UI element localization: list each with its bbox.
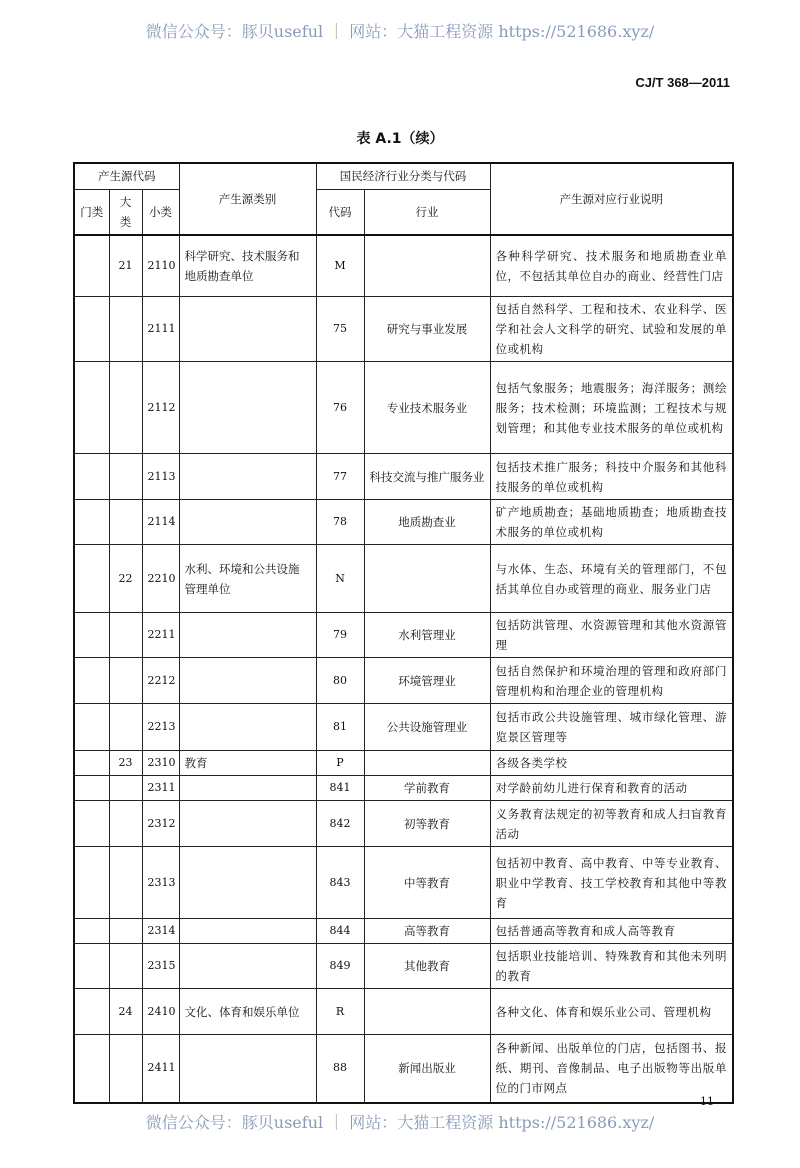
standard-code: CJ/T 368—2011	[635, 75, 730, 90]
cell-door	[74, 297, 109, 362]
table-row	[74, 847, 733, 919]
cell-door	[74, 454, 109, 500]
watermark-top: 微信公众号：豚贝useful ｜ 网站：大猫工程资源 https://521686.xyz/	[145, 22, 655, 41]
table-body	[74, 235, 733, 1103]
cell-code: 79	[316, 613, 364, 658]
cell-industry: 中等教育	[364, 847, 490, 919]
cell-minor: 2213	[142, 704, 179, 751]
cell-industry: 研究与事业发展	[364, 297, 490, 362]
cell-minor: 2110	[142, 235, 179, 297]
cell-minor: 2310	[142, 751, 179, 776]
cell-description: 各种文化、体育和娱乐业公司、管理机构	[490, 989, 733, 1035]
cell-description: 包括防洪管理、水资源管理和其他水资源管理	[490, 613, 733, 658]
cell-description: 包括技术推广服务；科技中介服务和其他科技服务的单位或机构	[490, 454, 733, 500]
table-row	[74, 454, 733, 500]
table-row	[74, 500, 733, 545]
header-door: 门类	[74, 189, 109, 235]
cell-description: 包括自然保护和环境治理的管理和政府部门管理机构和治理企业的管理机构	[490, 658, 733, 704]
cell-code: 76	[316, 362, 364, 454]
cell-door	[74, 362, 109, 454]
cell-description: 包括气象服务；地震服务；海洋服务；测绘服务；技术检测；环境监测；工程技术与规划管理；和其他专业技术服务的单位或机构	[490, 362, 733, 454]
cell-major	[109, 658, 142, 704]
cell-description: 包括普通高等教育和成人高等教育	[490, 919, 733, 944]
table-row	[74, 235, 733, 297]
cell-category: 教育	[179, 751, 316, 776]
cell-code: 844	[316, 919, 364, 944]
cell-major	[109, 944, 142, 989]
cell-category	[179, 362, 316, 454]
cell-major	[109, 613, 142, 658]
cell-door	[74, 989, 109, 1035]
table-row	[74, 704, 733, 751]
cell-minor: 2112	[142, 362, 179, 454]
cell-code: 849	[316, 944, 364, 989]
cell-minor: 2313	[142, 847, 179, 919]
header-major: 大类	[109, 189, 142, 235]
table-row	[74, 944, 733, 989]
cell-industry: 环境管理业	[364, 658, 490, 704]
cell-industry: 高等教育	[364, 919, 490, 944]
header-economy: 国民经济行业分类与代码	[316, 163, 490, 189]
table-row	[74, 919, 733, 944]
cell-door	[74, 500, 109, 545]
cell-minor: 2114	[142, 500, 179, 545]
cell-industry: 学前教育	[364, 776, 490, 801]
cell-code: M	[316, 235, 364, 297]
cell-category	[179, 1035, 316, 1103]
cell-industry	[364, 989, 490, 1035]
table-row	[74, 297, 733, 362]
table-row	[74, 613, 733, 658]
cell-description: 各级各类学校	[490, 751, 733, 776]
cell-major	[109, 454, 142, 500]
header-code: 代码	[316, 189, 364, 235]
cell-door	[74, 704, 109, 751]
header-minor: 小类	[142, 189, 179, 235]
cell-code: 80	[316, 658, 364, 704]
cell-description: 包括市政公共设施管理、城市绿化管理、游览景区管理等	[490, 704, 733, 751]
cell-description: 各种科学研究、技术服务和地质勘查业单位，不包括其单位自办的商业、经营性门店	[490, 235, 733, 297]
cell-description: 包括职业技能培训、特殊教育和其他未列明的教育	[490, 944, 733, 989]
header-description: 产生源对应行业说明	[490, 163, 733, 235]
cell-minor: 2113	[142, 454, 179, 500]
table-row	[74, 362, 733, 454]
cell-code: P	[316, 751, 364, 776]
cell-door	[74, 613, 109, 658]
cell-major: 24	[109, 989, 142, 1035]
cell-door	[74, 751, 109, 776]
cell-code: 75	[316, 297, 364, 362]
cell-code: 78	[316, 500, 364, 545]
table-row	[74, 751, 733, 776]
table-row	[74, 801, 733, 847]
cell-description: 与水体、生态、环境有关的管理部门，不包括其单位自办或管理的商业、服务业门店	[490, 545, 733, 613]
cell-code: N	[316, 545, 364, 613]
header-source-code: 产生源代码	[74, 163, 179, 189]
cell-description: 各种新闻、出版单位的门店，包括图书、报纸、期刊、音像制品、电子出版物等出版单位的门市网点	[490, 1035, 733, 1103]
cell-code: 88	[316, 1035, 364, 1103]
watermark-bottom: 微信公众号：豚贝useful ｜ 网站：大猫工程资源 https://521686.xyz/	[145, 1113, 655, 1132]
cell-minor: 2315	[142, 944, 179, 989]
cell-description: 矿产地质勘查；基础地质勘查；地质勘查技术服务的单位或机构	[490, 500, 733, 545]
cell-category	[179, 297, 316, 362]
table-row	[74, 1035, 733, 1103]
cell-category	[179, 658, 316, 704]
cell-minor: 2312	[142, 801, 179, 847]
cell-industry: 专业技术服务业	[364, 362, 490, 454]
cell-minor: 2210	[142, 545, 179, 613]
cell-industry: 科技交流与推广服务业	[364, 454, 490, 500]
cell-category	[179, 704, 316, 751]
cell-door	[74, 1035, 109, 1103]
cell-code: 843	[316, 847, 364, 919]
table-row	[74, 545, 733, 613]
cell-major	[109, 801, 142, 847]
cell-minor: 2111	[142, 297, 179, 362]
table-title: 表 A.1（续）	[356, 131, 444, 147]
cell-industry: 水利管理业	[364, 613, 490, 658]
cell-industry: 公共设施管理业	[364, 704, 490, 751]
cell-major: 23	[109, 751, 142, 776]
cell-category	[179, 454, 316, 500]
cell-door	[74, 658, 109, 704]
cell-description: 包括初中教育、高中教育、中等专业教育、职业中学教育、技工学校教育和其他中等教育	[490, 847, 733, 919]
cell-category	[179, 847, 316, 919]
cell-door	[74, 545, 109, 613]
cell-description: 对学龄前幼儿进行保育和教育的活动	[490, 776, 733, 801]
cell-major	[109, 297, 142, 362]
industry-table	[73, 162, 734, 1104]
cell-door	[74, 235, 109, 297]
cell-description: 包括自然科学、工程和技术、农业科学、医学和社会人文科学的研究、试验和发展的单位或机构	[490, 297, 733, 362]
cell-category	[179, 801, 316, 847]
cell-industry	[364, 545, 490, 613]
cell-category: 科学研究、技术服务和地质勘查单位	[179, 235, 316, 297]
cell-industry: 新闻出版业	[364, 1035, 490, 1103]
table-row	[74, 989, 733, 1035]
cell-code: 81	[316, 704, 364, 751]
cell-door	[74, 847, 109, 919]
cell-major	[109, 919, 142, 944]
table-row	[74, 658, 733, 704]
cell-code: 841	[316, 776, 364, 801]
cell-industry: 初等教育	[364, 801, 490, 847]
page-number: 11	[700, 1095, 714, 1108]
cell-minor: 2411	[142, 1035, 179, 1103]
cell-category	[179, 944, 316, 989]
cell-major: 22	[109, 545, 142, 613]
cell-major	[109, 704, 142, 751]
cell-industry	[364, 751, 490, 776]
cell-major: 21	[109, 235, 142, 297]
cell-minor: 2410	[142, 989, 179, 1035]
cell-major	[109, 362, 142, 454]
cell-major	[109, 847, 142, 919]
cell-category: 文化、体育和娱乐单位	[179, 989, 316, 1035]
cell-minor: 2314	[142, 919, 179, 944]
cell-category	[179, 500, 316, 545]
header-industry: 行业	[364, 189, 490, 235]
cell-code: R	[316, 989, 364, 1035]
cell-category: 水利、环境和公共设施管理单位	[179, 545, 316, 613]
header-source-category: 产生源类别	[179, 163, 316, 235]
cell-major	[109, 1035, 142, 1103]
cell-major	[109, 776, 142, 801]
cell-minor: 2311	[142, 776, 179, 801]
table-row	[74, 776, 733, 801]
cell-description: 义务教育法规定的初等教育和成人扫盲教育活动	[490, 801, 733, 847]
cell-category	[179, 776, 316, 801]
cell-code: 842	[316, 801, 364, 847]
cell-door	[74, 944, 109, 989]
cell-door	[74, 919, 109, 944]
cell-industry	[364, 235, 490, 297]
cell-door	[74, 801, 109, 847]
cell-industry: 地质勘查业	[364, 500, 490, 545]
cell-industry: 其他教育	[364, 944, 490, 989]
cell-minor: 2211	[142, 613, 179, 658]
cell-minor: 2212	[142, 658, 179, 704]
cell-major	[109, 500, 142, 545]
cell-code: 77	[316, 454, 364, 500]
cell-door	[74, 776, 109, 801]
cell-category	[179, 613, 316, 658]
cell-category	[179, 919, 316, 944]
